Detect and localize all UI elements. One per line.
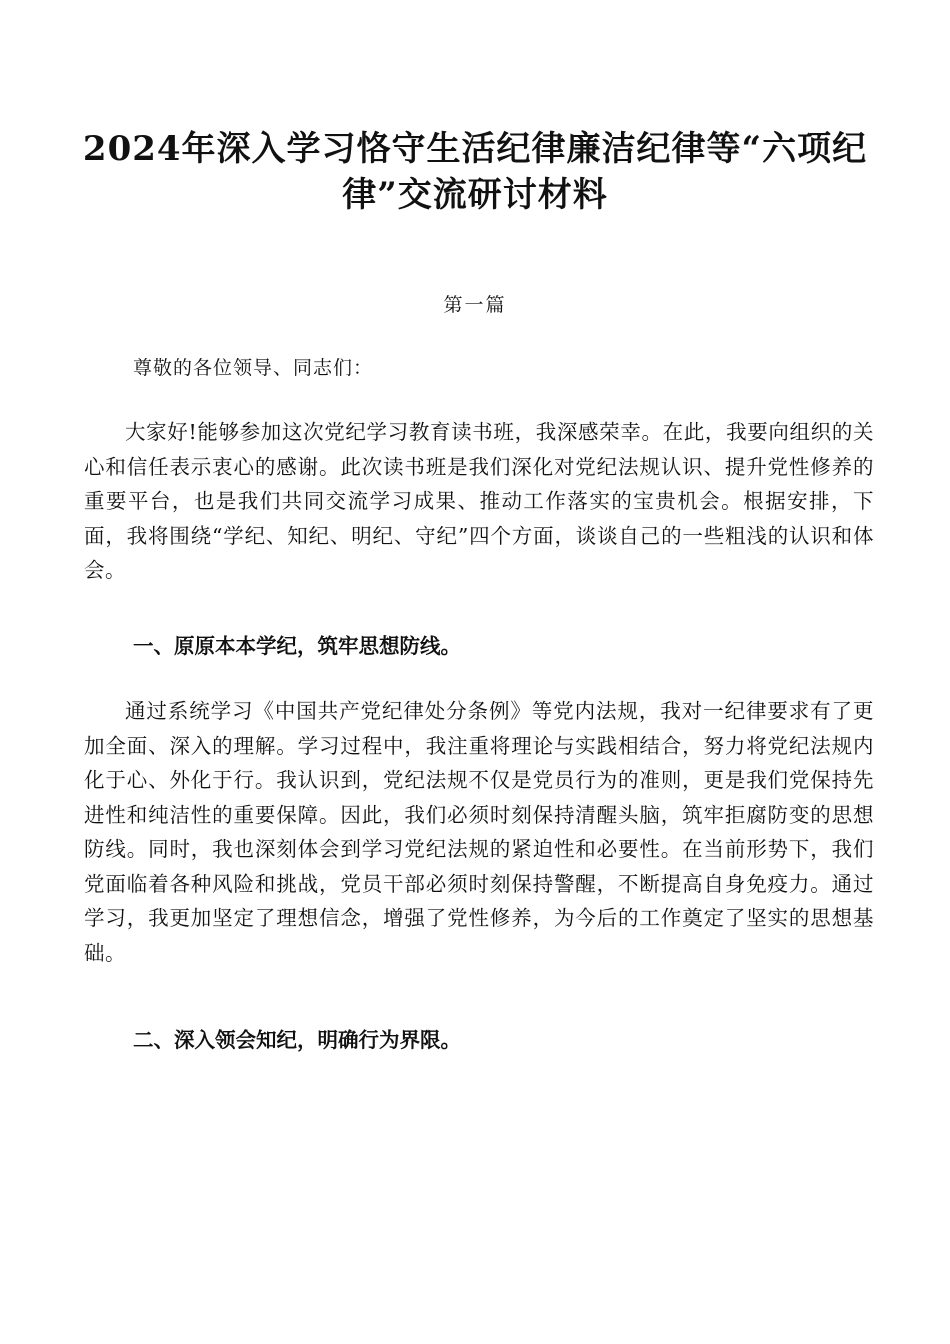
section-label: 第一篇 [443,294,507,316]
salutation: 尊敬的各位领导、同志们： [133,357,374,379]
section-heading-1: 一、原原本本学纪，筑牢思想防线。 [133,634,461,658]
body-paragraph-intro: 大家好!能够参加这次党纪学习教育读书班，我深感荣幸。在此，我要向组织的关心和信任表示衷心的感谢。此次读书班是我们深化对党纪法规认识、提升党性修养的重要平台，也是我们共同交流学习成果、推动工作落实的宝贵机会。根据安排，下面，我将围绕“学纪、知纪、明纪、守纪”四个方面，谈谈自己的一些粗浅的认识和体会。 [84,420,874,582]
document-title: 2024年深入学习恪守生活纪律廉洁纪律等“六项纪律”交流研讨材料 [82,129,868,215]
body-paragraph-section-1: 通过系统学习《中国共产党纪律处分条例》等党内法规，我对一纪律要求有了更加全面、深入的理解。学习过程中，我注重将理论与实践相结合，努力将党纪法规内化于心、外化于行。我认识到，党纪法规不仅是党员行为的准则，更是我们党保持先进性和纯洁性的重要保障。因此，我们必须时刻保持清醒头脑，筑牢拒腐防变的思想防线。同时，我也深刻体会到学习党纪法规的紧迫性和必要性。在当前形势下，我们党面临着各种风险和挑战，党员干部必须时刻保持警醒，不断提高自身免疫力。通过学习，我更加坚定了理想信念，增强了党性修养，为今后的工作奠定了坚实的思想基础。 [84,699,874,965]
section-heading-2: 二、深入领会知纪，明确行为界限。 [133,1028,461,1052]
